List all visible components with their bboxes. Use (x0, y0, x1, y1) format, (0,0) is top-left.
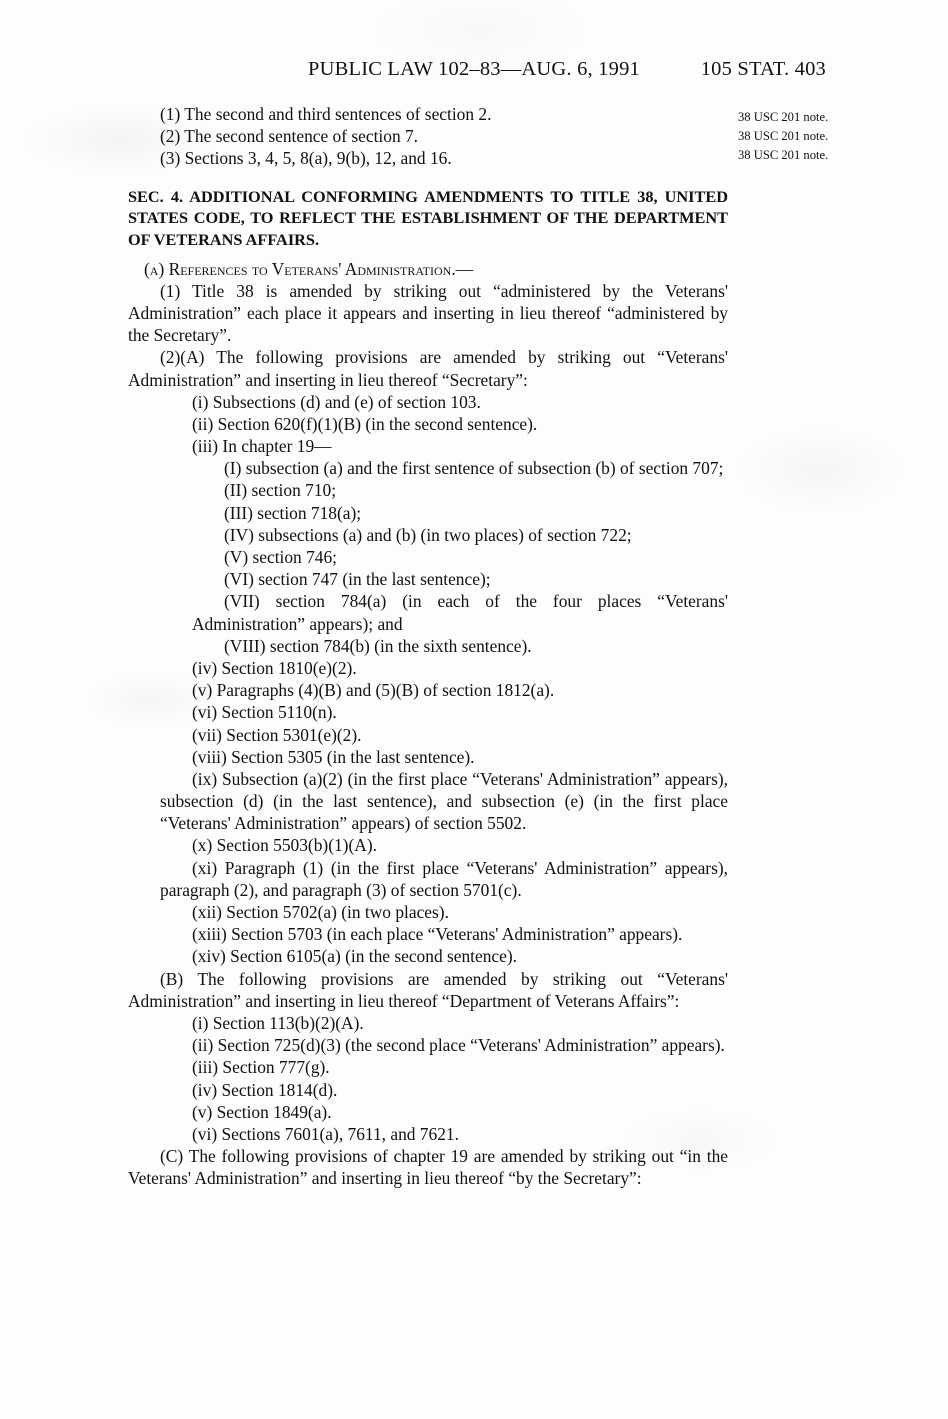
paragraph: (iv) Section 1814(d). (192, 1079, 338, 1100)
list-item: (3) Sections 3, 4, 5, 8(a), 9(b), 12, and 16. (160, 148, 452, 169)
paragraph: (I) subsection (a) and the first sentence of subsection (b) of section 707; (224, 458, 724, 479)
running-head-left: PUBLIC LAW 102–83—AUG. 6, 1991 (308, 58, 640, 80)
paragraph: (iii) Section 777(g). (192, 1057, 330, 1078)
paragraph: (B) The following provisions are amended by striking out “Veterans' Administration” and inserting in lieu thereof “Department of Veterans Affairs”: (128, 968, 728, 1011)
paragraph: (viii) Section 5305 (in the last sentence). (192, 746, 475, 767)
section-number: SEC. 4. (128, 186, 184, 206)
paragraph: (i) Section 113(b)(2)(A). (192, 1012, 364, 1033)
margin-note: 38 USC 201 note. (738, 110, 829, 124)
paragraph: (vi) Section 5110(n). (192, 702, 337, 723)
paragraph: (v) Paragraphs (4)(B) and (5)(B) of section 1812(a). (192, 680, 555, 701)
paragraph: (ix) Subsection (a)(2) (in the first place “Veterans' Administration” appears), subsection (d) (in the last sentence), and subsection (e) (in the first place “Veterans' Administration” appears) of section 5502. (160, 768, 728, 834)
list-item: (2) The second sentence of section 7. (160, 126, 419, 147)
paragraph: (VIII) section 784(b) (in the sixth sentence). (224, 635, 532, 656)
paragraph: (iii) In chapter 19— (192, 436, 332, 457)
paragraph: (vii) Section 5301(e)(2). (192, 724, 362, 745)
paragraph: (V) section 746; (224, 547, 338, 568)
paragraph: (IV) subsections (a) and (b) (in two places) of section 722; (224, 524, 632, 545)
section-heading (128, 186, 728, 251)
paragraph: (1) Title 38 is amended by striking out “administered by the Veterans' Administration” each place it appears and inserting in lieu thereof “administered by the Secretary”. (128, 280, 728, 346)
paragraph: (xiv) Section 6105(a) (in the second sentence). (192, 946, 517, 967)
subsection-heading: (a) References to Veterans' Administration.— (144, 258, 474, 279)
paragraph: (i) Subsections (d) and (e) of section 103. (192, 391, 481, 412)
paragraph: (II) section 710; (224, 480, 337, 501)
paragraph: (VI) section 747 (in the last sentence); (224, 569, 491, 590)
body-column (128, 103, 728, 1189)
margin-note: 38 USC 201 note. (738, 129, 829, 144)
paragraph: (VII) section 784(a) (in each of the four places “Veterans' Administration” appears); and (192, 591, 728, 634)
paragraph: (iv) Section 1810(e)(2). (192, 657, 357, 678)
paragraph: (ii) Section 620(f)(1)(B) (in the second sentence). (192, 413, 538, 434)
paragraph: (C) The following provisions of chapter 19 are amended by striking out “in the Veterans' Administration” and inserting in lieu thereof “by the Secretary”: (128, 1146, 728, 1189)
paragraph: (v) Section 1849(a). (192, 1101, 332, 1122)
paragraph: (xi) Paragraph (1) (in the first place “Veterans' Administration” appears), paragraph (2), and paragraph (3) of section 5701(c). (160, 857, 728, 900)
paragraph: (xiii) Section 5703 (in each place “Veterans' Administration” appears). (192, 924, 683, 945)
running-head (0, 58, 948, 81)
margin-notes (738, 108, 938, 165)
paragraph: (xii) Section 5702(a) (in two places). (192, 902, 449, 923)
paragraph: (vi) Sections 7601(a), 7611, and 7621. (192, 1123, 459, 1144)
paragraph: (III) section 718(a); (224, 502, 362, 523)
margin-note: 38 USC 201 note. (738, 148, 829, 163)
paragraph: (2)(A) The following provisions are amended by striking out “Veterans' Administration” and inserting in lieu thereof “Secretary”: (128, 347, 728, 390)
paragraph: (x) Section 5503(b)(1)(A). (192, 835, 377, 856)
paragraph: (ii) Section 725(d)(3) (the second place “Veterans' Administration” appears). (192, 1035, 725, 1056)
section-title: ADDITIONAL CONFORMING AMENDMENTS TO TITLE 38, UNITED STATES CODE, TO REFLECT THE ESTABLISHMENT OF THE DEPARTMENT OF VETERANS AFFAIRS. (128, 186, 729, 249)
running-head-right: 105 STAT. 403 (700, 58, 826, 80)
list-item: (1) The second and third sentences of section 2. (160, 104, 492, 124)
